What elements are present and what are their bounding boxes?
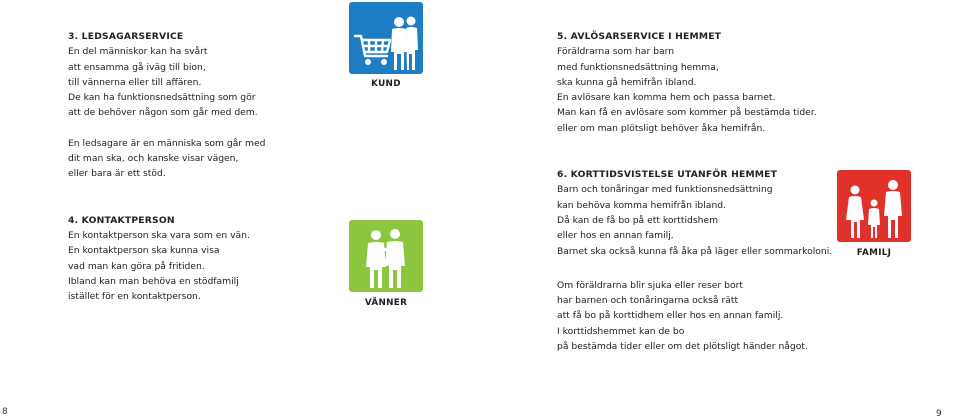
text-line: En del människor kan ha svårt <box>68 46 208 58</box>
text-line: till vännerna eller till affären. <box>68 76 202 88</box>
text-line: Då kan de få bo på ett korttidshem <box>557 214 719 226</box>
text-line: Ibland kan man behöva en stödfamilj <box>68 275 239 287</box>
vanner-label: VÄNNER <box>364 298 408 308</box>
text-line: I korttidshemmet kan de bo <box>557 325 685 337</box>
section-6-heading: 6. KORTTIDSVISTELSE UTANFÖR HEMMET <box>557 169 778 181</box>
text-line: Barn och tonåringar med funktionsnedsättning <box>557 184 773 196</box>
text-line: att de behöver någon som går med dem. <box>68 107 258 119</box>
family-icon <box>837 170 911 242</box>
kund-icon-box <box>349 2 423 74</box>
text-line: Barnet ska också kunna få åka på läger eller sommarkoloni. <box>557 245 833 257</box>
left-column <box>68 29 358 304</box>
text-line: eller om man plötsligt behöver åka hemifrån. <box>557 122 766 134</box>
text-line: eller bara är ett stöd. <box>68 168 166 180</box>
text-line: kan behöva komma hemifrån ibland. <box>557 199 727 211</box>
vanner-icon-box <box>349 220 423 292</box>
text-line: Man kan få en avlösare som kommer på bestämda tider. <box>557 107 817 119</box>
text-line: En kontaktperson ska kunna visa <box>68 245 220 257</box>
section-6-paragraph-1 <box>557 182 847 258</box>
shopping-cart-icon <box>349 2 423 74</box>
section-3-paragraph-1 <box>68 44 358 120</box>
text-line: eller hos en annan familj. <box>557 230 674 242</box>
text-line: på bestämda tider eller om det plötsligt händer något. <box>557 341 808 353</box>
familj-icon-box <box>837 170 911 242</box>
text-line: En ledsagare är en människa som går med <box>68 137 266 149</box>
section-5-heading: 5. AVLÖSARSERVICE I HEMMET <box>557 31 722 42</box>
text-line: dit man ska, och kanske visar vägen, <box>68 153 239 165</box>
text-line: istället för en kontaktperson. <box>68 291 201 303</box>
text-line: En avlösare kan komma hem och passa barnet. <box>557 92 776 104</box>
text-line: Om föräldrarna blir sjuka eller reser bort <box>557 279 743 291</box>
page-number-left: 8 <box>2 407 8 417</box>
section-6-paragraph-2 <box>557 278 847 354</box>
page-number-right: 9 <box>936 409 942 419</box>
two-friends-icon <box>349 220 423 292</box>
section-3-paragraph-2 <box>68 136 358 182</box>
text-line: ska kunna gå hemifrån ibland. <box>557 76 697 88</box>
text-line: att få bo på korttidhem eller hos en annan familj. <box>557 310 784 322</box>
text-line: har barnen och tonåringarna också rätt <box>557 295 739 307</box>
section-3-heading: 3. LEDSAGARSERVICE <box>68 31 184 42</box>
text-line: De kan ha funktionsnedsättning som gör <box>68 92 256 104</box>
text-line: med funktionsnedsättning hemma, <box>557 61 719 73</box>
right-column <box>557 29 847 354</box>
text-line: vad man kan göra på fritiden. <box>68 260 205 272</box>
text-line: Föräldrarna som har barn <box>557 46 675 58</box>
kund-label: KUND <box>371 79 401 89</box>
section-4-heading: 4. KONTAKTPERSON <box>68 214 175 226</box>
section-5-paragraph-1 <box>557 44 847 136</box>
section-4-paragraph-1 <box>68 228 358 304</box>
familj-label: FAMILJ <box>856 248 892 258</box>
text-line: En kontaktperson ska vara som en vän. <box>68 229 250 241</box>
text-line: att ensamma gå iväg till bion, <box>68 61 206 73</box>
